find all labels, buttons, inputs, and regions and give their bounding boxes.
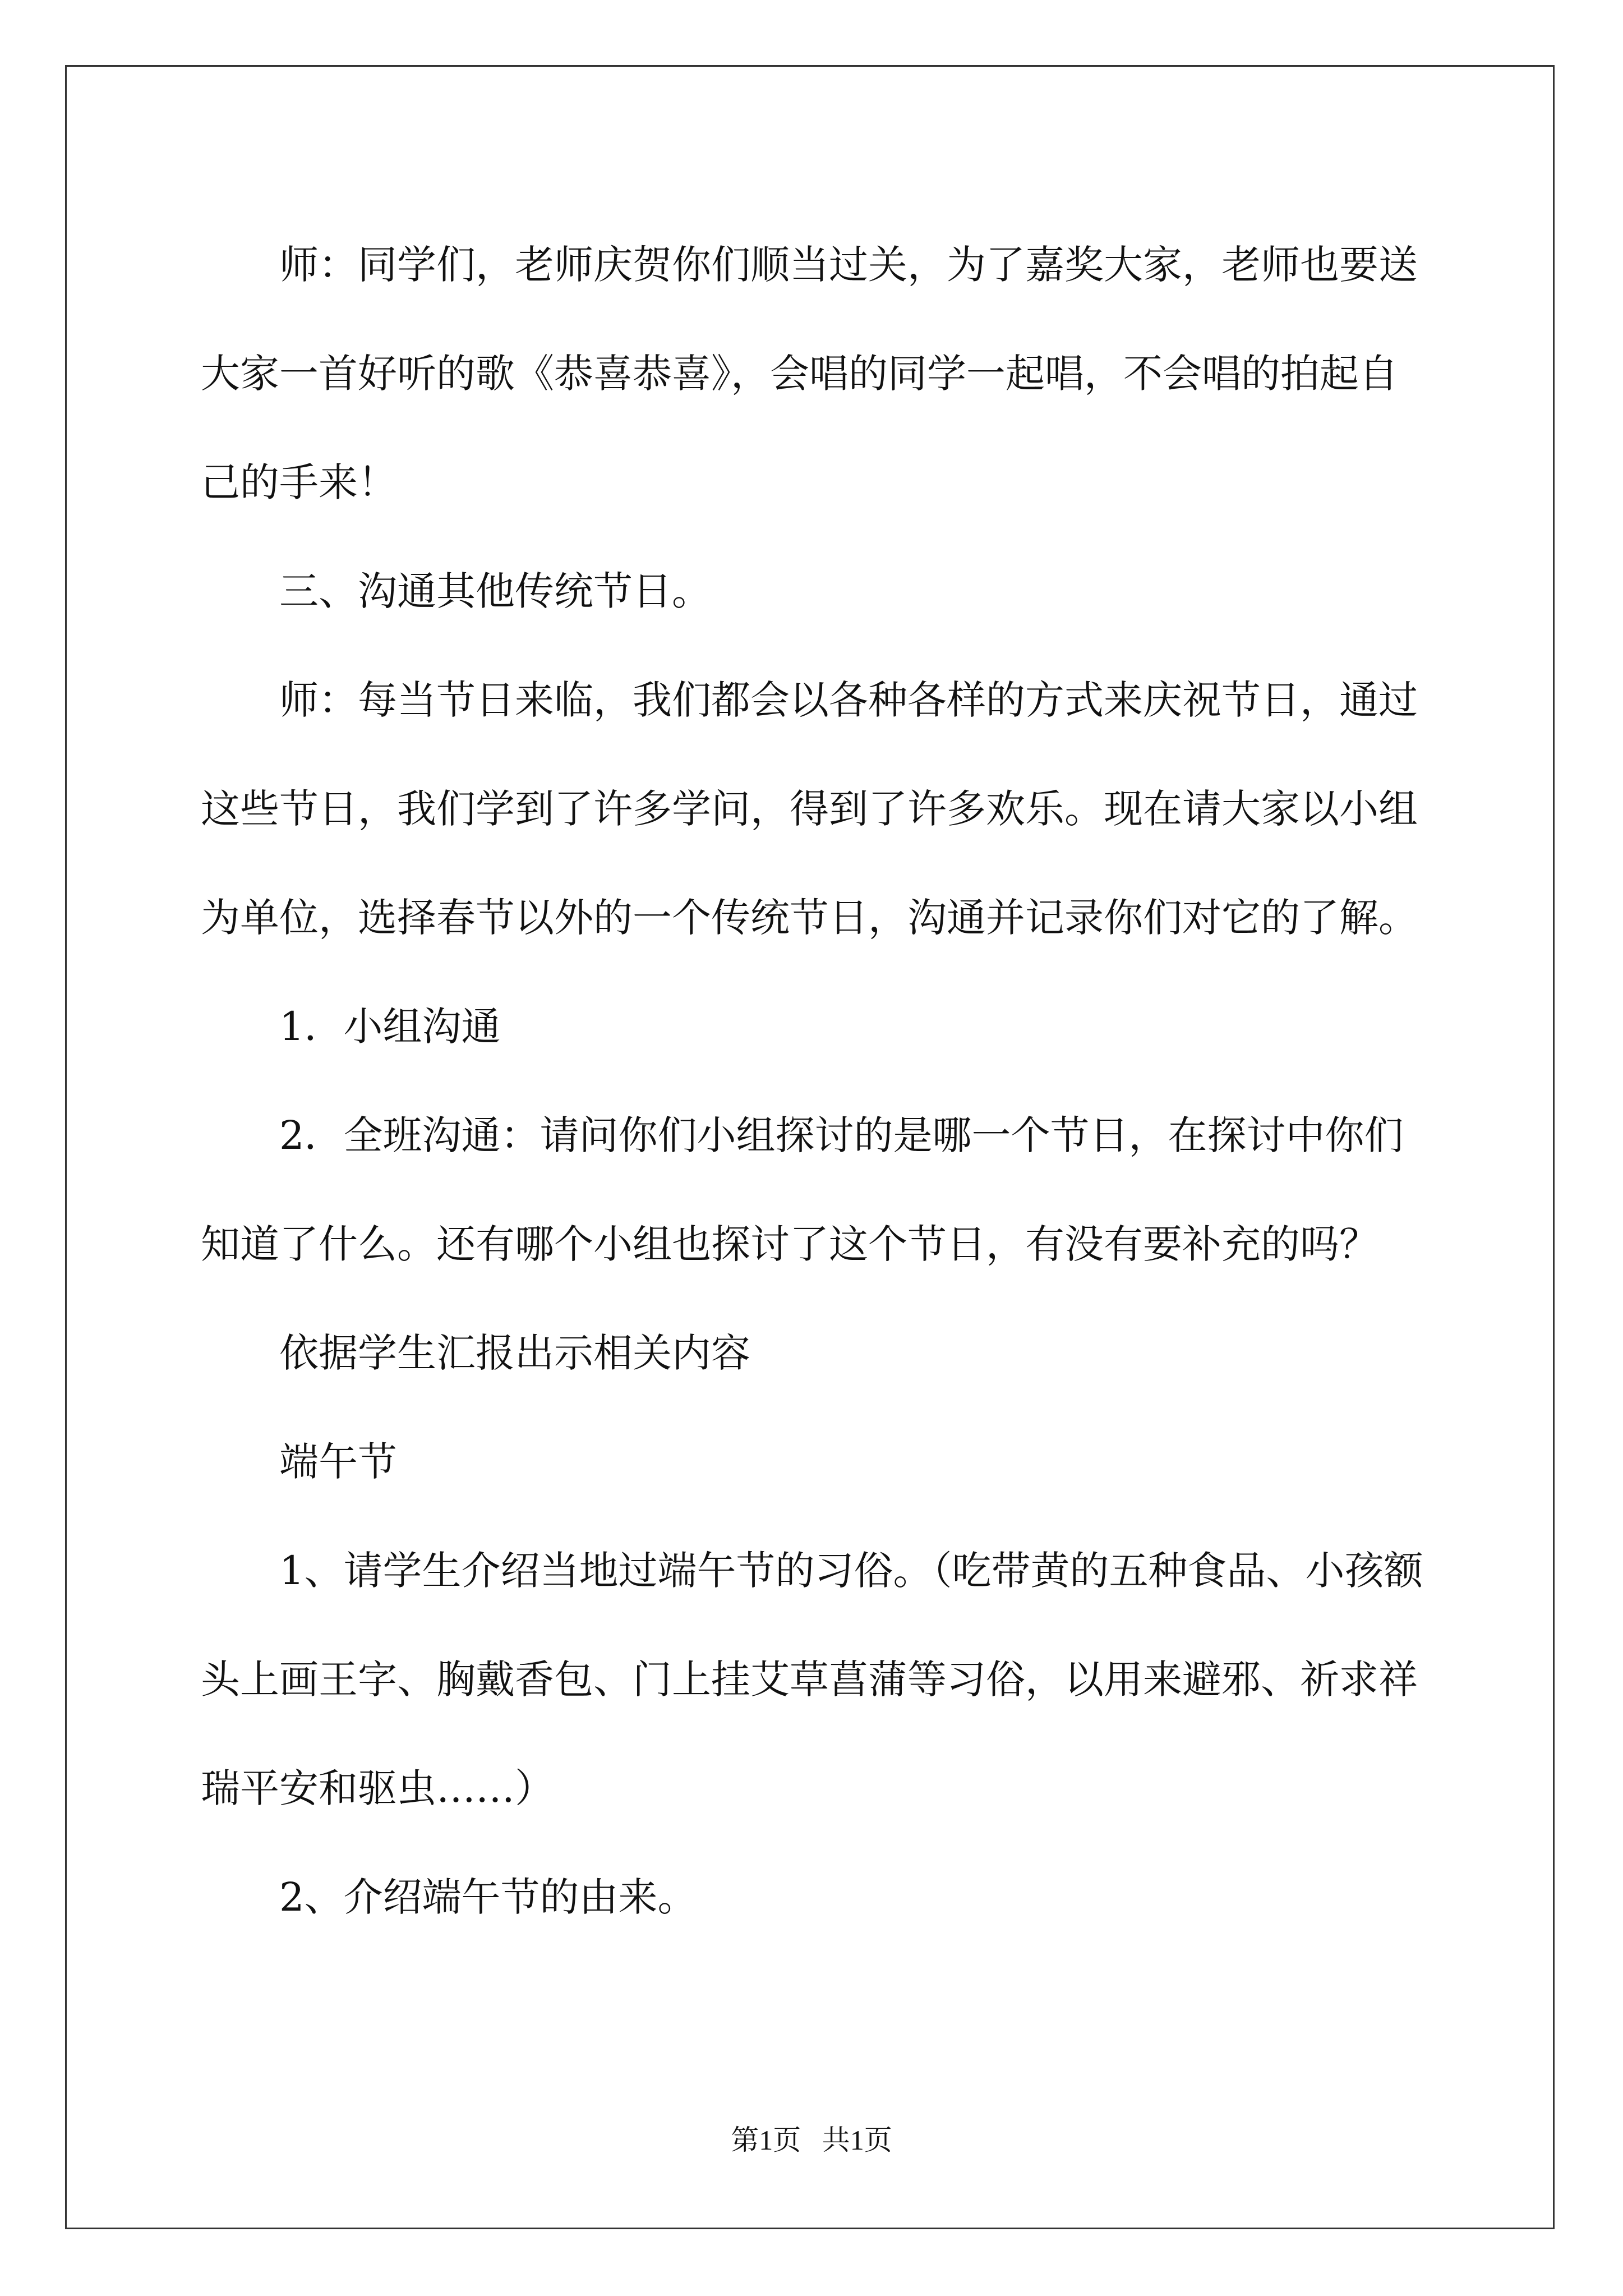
paragraph-class-discussion: 2．全班沟通：请问你们小组探讨的是哪一个节日，在探讨中你们知道了什么。还有哪个小组也探讨了这个节日，有没有要补充的吗？	[201, 1112, 1404, 1267]
page-number: 第1页 共1页	[731, 2124, 892, 2156]
paragraph-section-three-heading: 三、沟通其他传统节日。	[279, 568, 711, 614]
paragraph-show-content: 依据学生汇报出示相关内容	[279, 1330, 750, 1376]
paragraph-group-discussion: 1．小组沟通	[279, 1004, 501, 1050]
paragraph-teacher-festivals: 师：每当节日来临，我们都会以各种各样的方式来庆祝节日，通过这些节日，我们学到了许多学问，得到了许多欢乐。现在请大家以小组为单位，选择春节以外的一个传统节日，沟通并记录你们对它的了解。	[201, 677, 1418, 941]
paragraph-origin: 2、介绍端午节的由来。	[279, 1874, 697, 1920]
paragraph-teacher-congrats: 师：同学们，老师庆贺你们顺当过关，为了嘉奖大家，老师也要送大家一首好听的歌《恭喜恭喜》，会唱的同学一起唱，不会唱的拍起自己的手来！	[201, 242, 1418, 505]
document-body	[201, 210, 1435, 1952]
paragraph-customs: 1、请学生介绍当地过端午节的习俗。（吃带黄的五种食品、小孩额头上画王字、胸戴香包、门上挂艾草菖蒲等习俗，以用来避邪、祈求祥瑞平安和驱虫……）	[201, 1548, 1423, 1811]
paragraph-dragon-boat-heading: 端午节	[279, 1439, 397, 1485]
